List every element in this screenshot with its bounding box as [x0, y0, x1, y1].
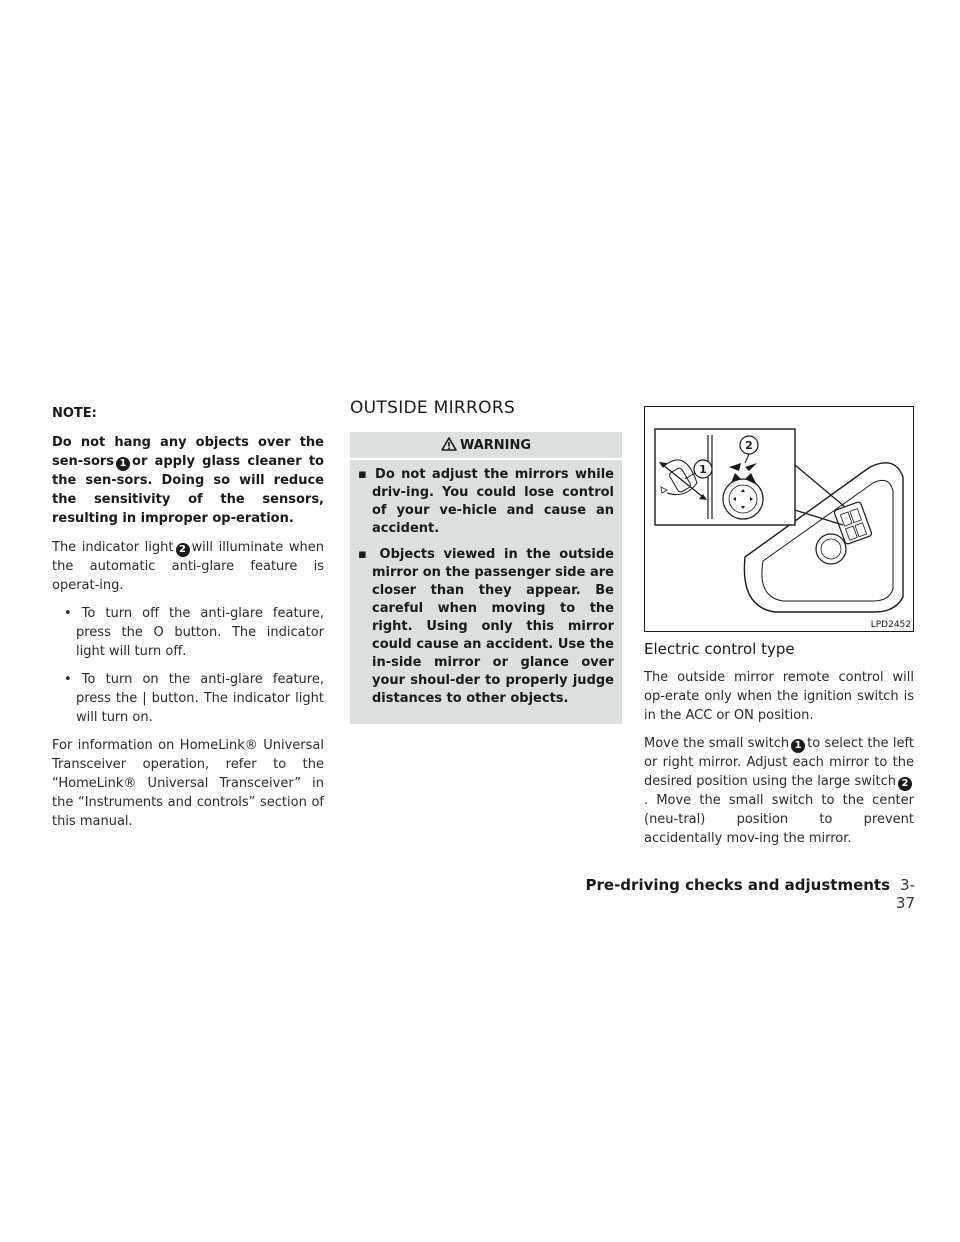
footer-section: Pre-driving checks and adjustments	[585, 876, 891, 894]
note-text: Do not hang any objects over the sen-sors 1 or apply glass cleaner to the sen-sors. Doing so will reduce the sensitivity of the sensors, resulting in improper op-eration.	[52, 435, 324, 526]
warning-header: WARNING	[350, 432, 622, 460]
warning-item: ▪ Objects viewed in the outside mirror on the passenger side are closer than they appear. Be careful when moving to the right. Using only this mirror could cause an accident. Use the in-side mirror or glance over your shoul-der to properly judge distances to other objects.	[358, 547, 614, 706]
callout-2-icon: 2	[176, 543, 190, 557]
warning-triangle-icon	[441, 437, 457, 451]
section-title: OUTSIDE MIRRORS	[350, 398, 516, 418]
bullet-turn-on: • To turn on the anti-glare feature, press the | button. The indicator light will turn on.	[64, 672, 324, 725]
switch-paragraph: Move the small switch 1 to select the left or right mirror. Adjust each mirror to the desired position using the large switch 2. Move the small switch to the center (neu-tral) position to prevent accidentally mov-ing the mirror.	[644, 736, 914, 846]
ignition-paragraph: The outside mirror remote control will op-erate only when the ignition switch is in the ACC or ON position.	[644, 670, 914, 723]
right-column	[644, 406, 914, 857]
warning-box	[350, 432, 622, 724]
callout-1-icon: 1	[791, 739, 805, 753]
subsection-title: Electric control type	[644, 640, 795, 658]
page-number: 3-37	[895, 876, 915, 912]
figure-label-1: 1	[699, 463, 707, 476]
page-footer	[585, 876, 915, 912]
figure-label-2: 2	[745, 439, 753, 452]
callout-2-icon: 2	[898, 777, 912, 791]
bullet-turn-off: • To turn off the anti-glare feature, press the O button. The indicator light will turn off.	[64, 606, 324, 659]
mirror-control-illustration	[645, 407, 913, 631]
figure-code: LPD2452	[870, 620, 911, 630]
indicator-paragraph: The indicator light 2 will illuminate when the automatic anti-glare feature is operat-ing.	[52, 540, 324, 593]
mirror-switch-figure	[644, 406, 914, 632]
left-column	[52, 398, 324, 840]
warning-item: ▪ Do not adjust the mirrors while driv-ing. You could lose control of your ve-hicle and cause an accident.	[358, 467, 614, 536]
homelink-paragraph: For information on HomeLink® Universal Transceiver operation, refer to the “HomeLink® Universal Transceiver” in the “Instruments and controls” section of this manual.	[52, 738, 324, 829]
callout-1-icon: 1	[116, 457, 130, 471]
note-heading: NOTE:	[52, 406, 97, 421]
middle-column	[350, 398, 622, 724]
